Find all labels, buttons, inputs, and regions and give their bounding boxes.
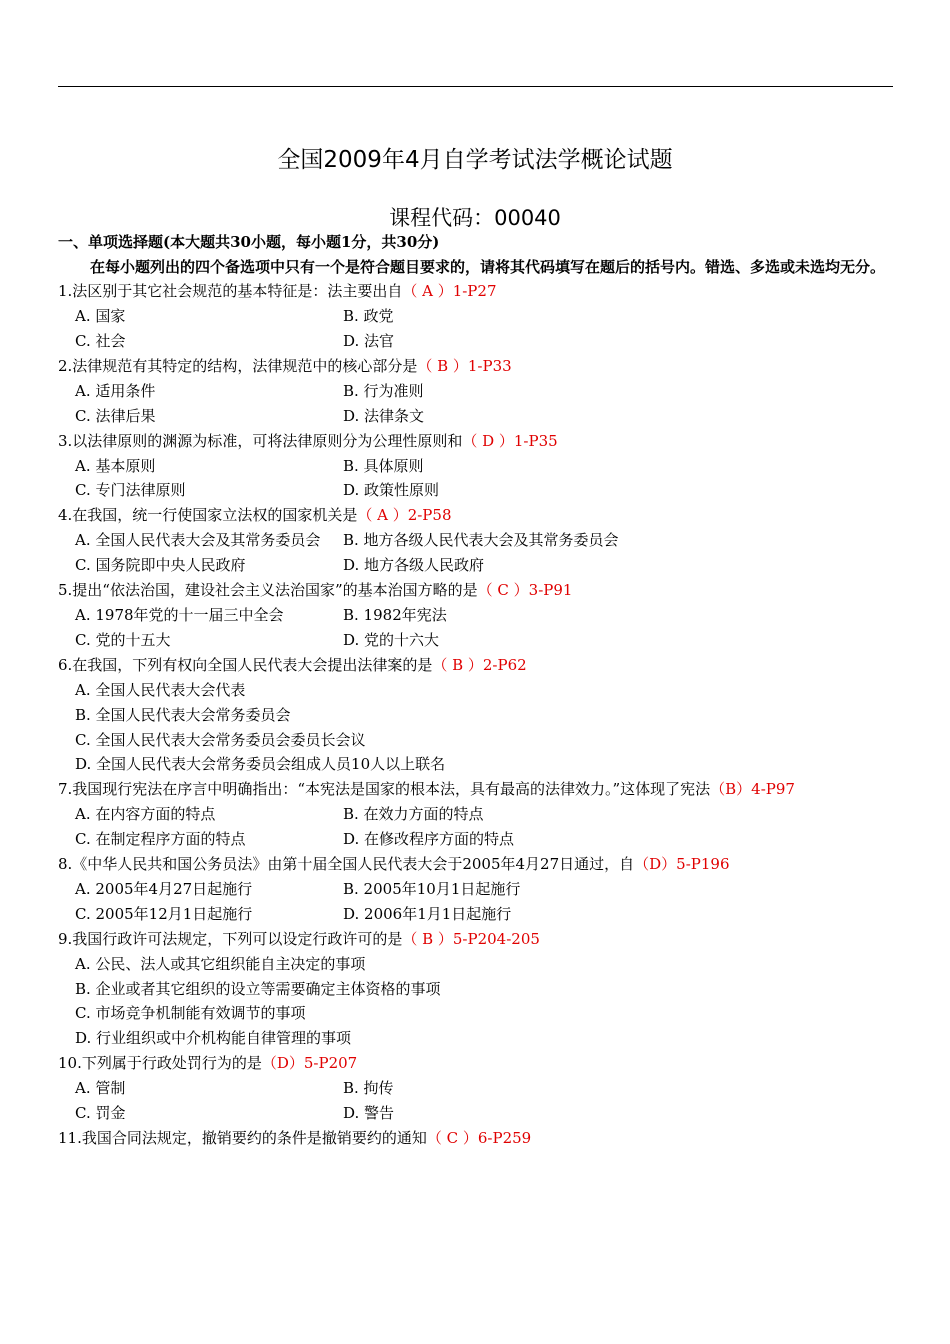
course-code: 课程代码：00040 xyxy=(389,206,561,230)
option-b: B. 行为准则 xyxy=(343,381,424,400)
option-group xyxy=(58,379,898,429)
header-rule xyxy=(58,86,893,87)
question-stem-line xyxy=(58,852,898,877)
question-2 xyxy=(58,354,898,429)
question-1 xyxy=(58,279,898,354)
answer-key: （D）5-P196 xyxy=(634,855,730,874)
option-a: A. 基本原则 xyxy=(75,456,156,475)
question-stem-line xyxy=(58,653,898,678)
question-5 xyxy=(58,578,898,653)
option-a: A. 1978年党的十一届三中全会 xyxy=(75,605,284,624)
question-stem-line xyxy=(58,279,898,304)
question-stem: 8.《中华人民共和国公务员法》由第十届全国人民代表大会于2005年4月27日通过，自 xyxy=(58,855,635,874)
question-3 xyxy=(58,429,898,504)
exam-content xyxy=(58,230,898,1151)
question-6 xyxy=(58,653,898,778)
option-c: C. 专门法律原则 xyxy=(75,481,186,500)
question-stem-line xyxy=(58,354,898,379)
option-group xyxy=(58,1076,898,1126)
question-stem: 11.我国合同法规定，撤销要约的条件是撤销要约的通知 xyxy=(58,1129,427,1147)
option-c: C. 市场竞争机制能有效调节的事项 xyxy=(75,1004,306,1023)
question-stem-line xyxy=(58,1051,898,1076)
question-stem-line xyxy=(58,503,898,528)
question-stem: 6.在我国，下列有权向全国人民代表大会提出法律案的是 xyxy=(58,655,433,674)
option-b: B. 全国人民代表大会常务委员会 xyxy=(75,705,291,724)
option-c: C. 国务院即中央人民政府 xyxy=(75,556,246,575)
option-c: C. 全国人民代表大会常务委员会委员长会议 xyxy=(75,730,366,749)
option-a: A. 国家 xyxy=(75,307,126,326)
question-stem-line xyxy=(58,1126,898,1151)
option-d: D. 在修改程序方面的特点 xyxy=(343,830,515,849)
answer-key: （ A ）2-P58 xyxy=(357,506,452,525)
option-group xyxy=(58,528,898,578)
option-b: B. 政党 xyxy=(343,307,394,326)
option-d: D. 法律条文 xyxy=(343,406,425,425)
option-d: D. 党的十六大 xyxy=(343,630,440,649)
option-group xyxy=(58,454,898,504)
question-7 xyxy=(58,777,898,852)
answer-key: （D）5-P207 xyxy=(261,1054,358,1073)
question-stem: 7.我国现行宪法在序言中明确指出：“本宪法是国家的根本法，具有最高的法律效力。”这体现了宪法 xyxy=(58,780,711,799)
question-stem: 9.我国行政许可法规定，下列可以设定行政许可的是 xyxy=(58,929,403,948)
question-4 xyxy=(58,503,898,578)
option-b: B. 拘传 xyxy=(343,1079,394,1098)
answer-key: （ D ）1-P35 xyxy=(462,431,558,450)
option-group xyxy=(58,678,898,778)
question-stem: 5.提出“依法治国，建设社会主义法治国家”的基本治国方略的是 xyxy=(58,581,478,600)
option-c: C. 社会 xyxy=(75,332,126,350)
option-b: B. 企业或者其它组织的设立等需要确定主体资格的事项 xyxy=(75,979,441,998)
option-c: C. 2005年12月1日起施行 xyxy=(75,904,253,923)
question-11 xyxy=(58,1126,898,1151)
question-stem: 3.以法律原则的渊源为标准，可将法律原则分为公理性原则和 xyxy=(58,431,463,450)
answer-key: （ B ）5-P204-205 xyxy=(402,929,540,948)
answer-key: （ C ）3-P91 xyxy=(477,581,573,600)
question-stem: 2.法律规范有其特定的结构，法律规范中的核心部分是 xyxy=(58,356,418,375)
section-instructions: 在每小题列出的四个备选项中只有一个是符合题目要求的，请将其代码填写在题后的括号内。错选、多选或未选均无分。 xyxy=(90,257,886,276)
option-c: C. 法律后果 xyxy=(75,406,156,425)
answer-key: （ C ）6-P259 xyxy=(426,1129,532,1147)
question-stem-line xyxy=(58,777,898,802)
option-a: A. 2005年4月27日起施行 xyxy=(75,879,253,898)
option-c: C. 在制定程序方面的特点 xyxy=(75,830,246,849)
option-group xyxy=(58,952,898,1052)
option-b: B. 具体原则 xyxy=(343,456,424,475)
option-group xyxy=(58,304,898,354)
option-a: A. 管制 xyxy=(75,1079,126,1098)
option-d: D. 警告 xyxy=(343,1104,395,1123)
option-a: A. 全国人民代表大会代表 xyxy=(75,680,246,699)
option-b: B. 地方各级人民代表大会及其常务委员会 xyxy=(343,531,619,550)
question-stem-line xyxy=(58,927,898,952)
question-stem: 1.法区别于其它社会规范的基本特征是：法主要出自 xyxy=(58,282,403,301)
section-heading: 一、单项选择题(本大题共30小题，每小题1分，共30分) xyxy=(58,233,440,251)
answer-key: （ A ）1-P27 xyxy=(402,282,497,301)
question-stem: 10.下列属于行政处罚行为的是 xyxy=(58,1054,262,1073)
question-stem-line xyxy=(58,429,898,454)
option-d: D. 全国人民代表大会常务委员会组成人员10人以上联名 xyxy=(75,755,446,774)
question-stem: 4.在我国，统一行使国家立法权的国家机关是 xyxy=(58,506,358,525)
option-d: D. 法官 xyxy=(343,332,395,350)
answer-key: （ B ）2-P62 xyxy=(432,655,527,674)
option-b: B. 在效力方面的特点 xyxy=(343,805,484,824)
question-list xyxy=(58,279,898,1151)
option-d: D. 2006年1月1日起施行 xyxy=(343,904,512,923)
option-d: D. 行业组织或中介机构能自律管理的事项 xyxy=(75,1029,352,1048)
option-b: B. 2005年10月1日起施行 xyxy=(343,879,521,898)
question-10 xyxy=(58,1051,898,1126)
question-8 xyxy=(58,852,898,927)
option-d: D. 地方各级人民政府 xyxy=(343,556,485,575)
option-a: A. 在内容方面的特点 xyxy=(75,805,216,824)
option-group xyxy=(58,603,898,653)
page-title: 全国2009年4月自学考试法学概论试题 xyxy=(277,147,673,173)
option-c: C. 党的十五大 xyxy=(75,630,171,649)
question-9 xyxy=(58,927,898,1052)
question-stem-line xyxy=(58,578,898,603)
answer-key: （B）4-P97 xyxy=(710,780,795,799)
option-group xyxy=(58,877,898,927)
option-a: A. 适用条件 xyxy=(75,381,156,400)
option-b: B. 1982年宪法 xyxy=(343,605,447,624)
option-a: A. 全国人民代表大会及其常务委员会 xyxy=(75,531,321,550)
option-c: C. 罚金 xyxy=(75,1104,126,1123)
option-a: A. 公民、法人或其它组织能自主决定的事项 xyxy=(75,954,366,973)
answer-key: （ B ）1-P33 xyxy=(417,356,512,375)
option-group xyxy=(58,802,898,852)
option-d: D. 政策性原则 xyxy=(343,481,440,500)
